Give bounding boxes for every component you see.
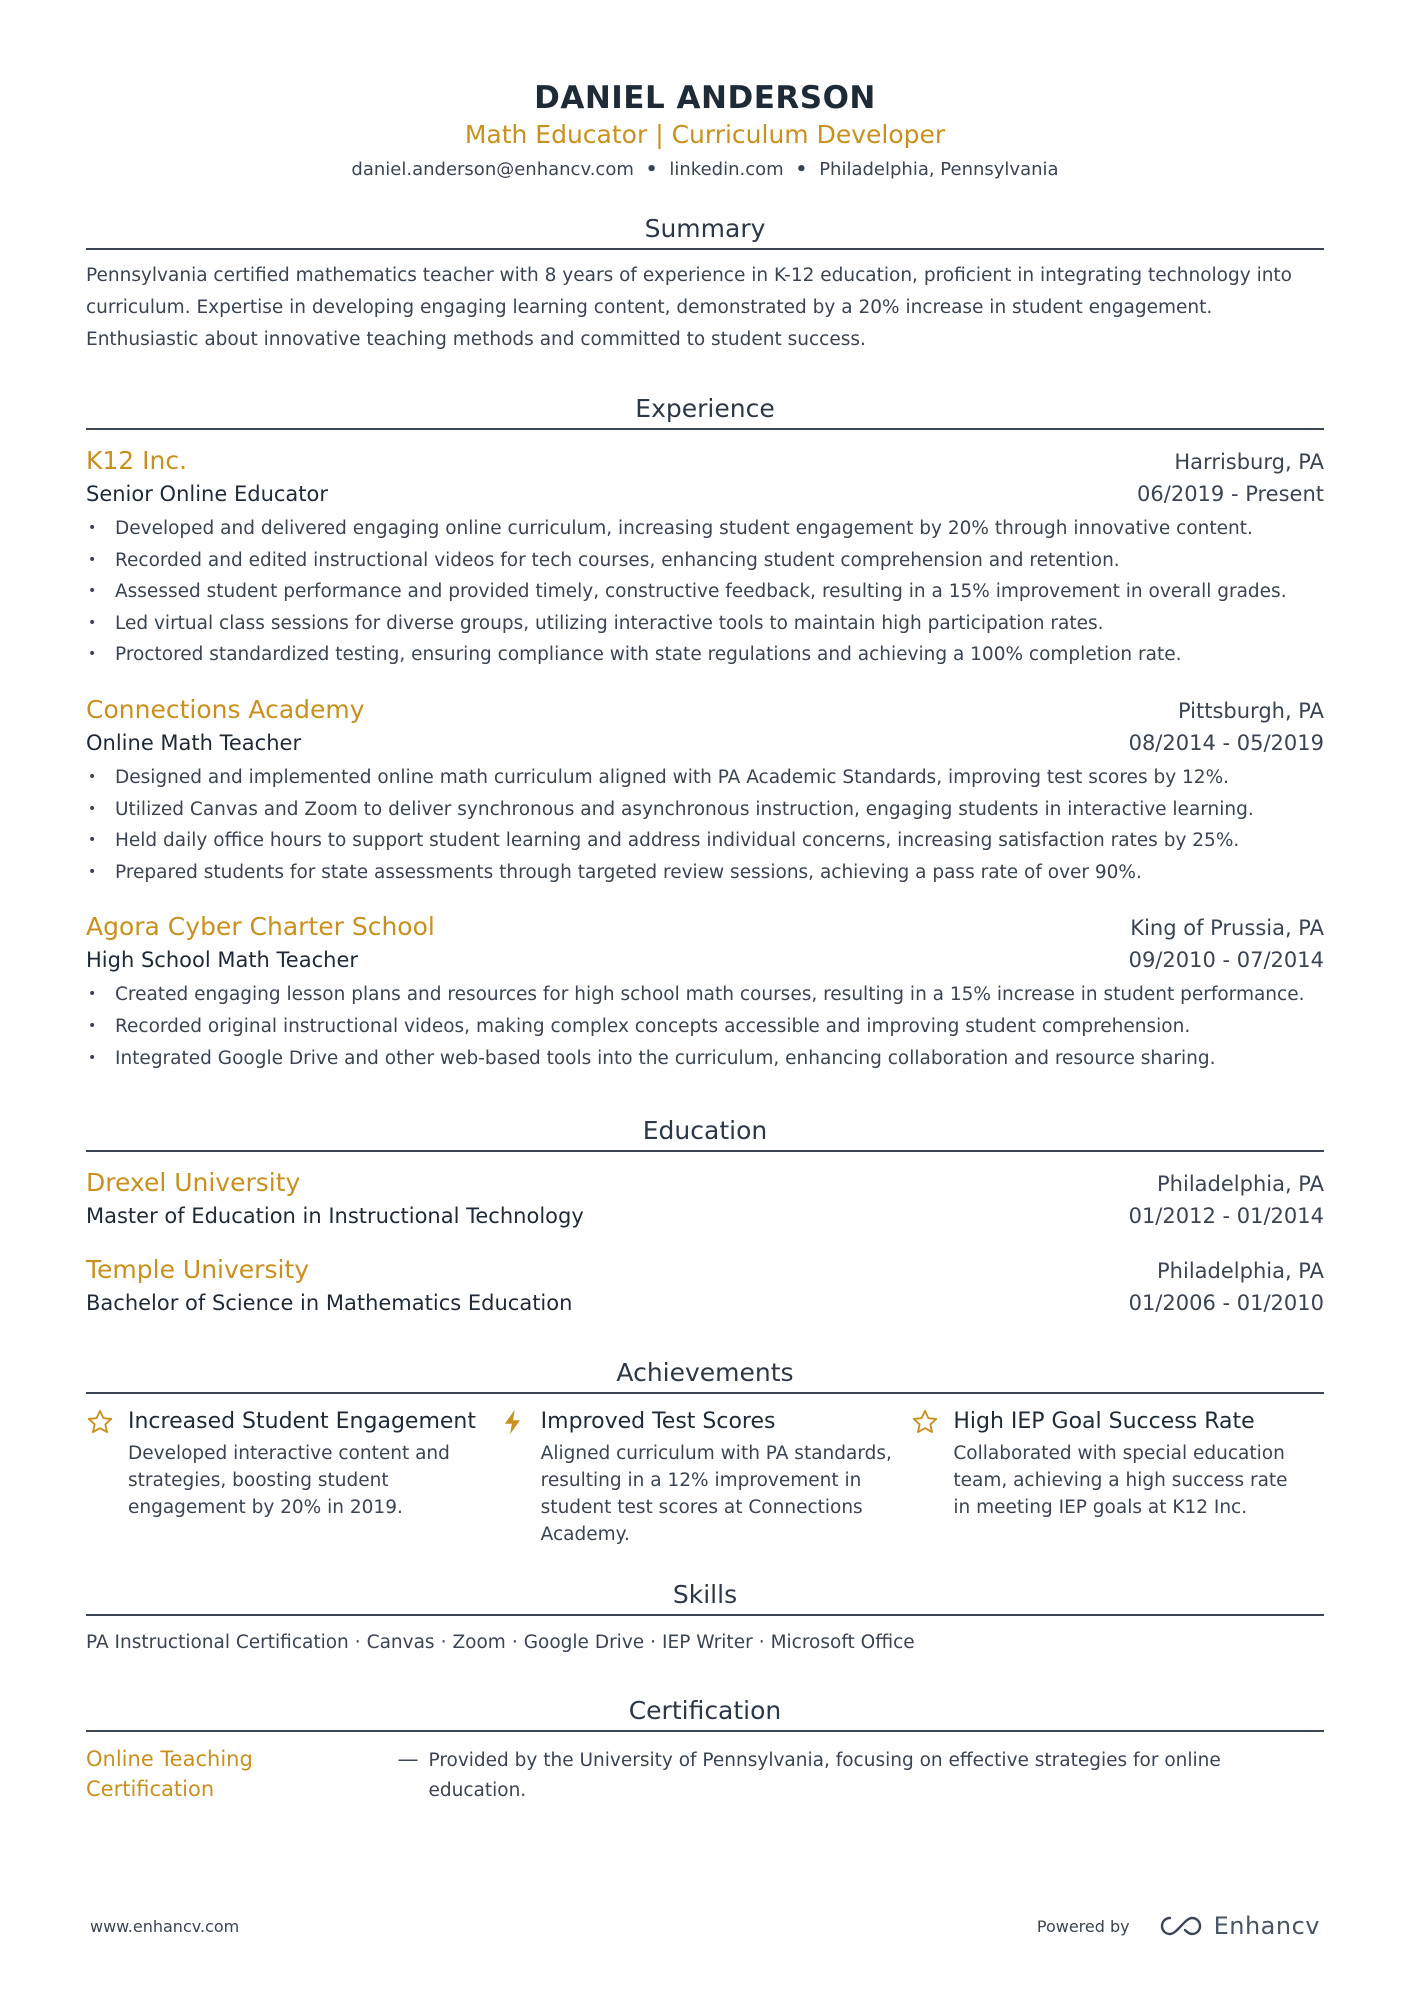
contact-separator: • <box>645 159 658 180</box>
job-location: King of Prussia, PA <box>1130 916 1324 941</box>
lightning-icon <box>499 1406 541 1548</box>
certification-dash: — <box>397 1747 419 1772</box>
certification-name: Online Teaching Certification <box>86 1747 253 1802</box>
employer-name: Agora Cyber Charter School <box>86 912 435 942</box>
contact-email[interactable]: daniel.anderson@enhancv.com <box>351 159 634 180</box>
skill-item: Zoom <box>452 1632 506 1654</box>
job-dates: 06/2019 - Present <box>1137 482 1324 506</box>
skill-separator: · <box>440 1632 447 1654</box>
candidate-headline: Math Educator | Curriculum Developer <box>464 120 946 149</box>
achievement-title: Improved Test Scores <box>540 1409 776 1435</box>
education-entry <box>86 1166 1324 1231</box>
achievement-item <box>911 1406 1324 1548</box>
achievements-grid <box>86 1406 1324 1548</box>
bullet-item: • Assessed student performance and provided timely, constructive feedback, resulting in a 15% improvement in overall grades. <box>86 576 1324 608</box>
job-dates: 09/2010 - 07/2014 <box>1128 948 1324 973</box>
contact-line <box>86 158 1324 182</box>
infinity-logo-icon <box>1158 1914 1204 1938</box>
experience-section <box>86 392 1324 1074</box>
experience-entry <box>86 444 1324 671</box>
bullet-item: • Recorded and edited instructional videos for tech courses, enhancing student comprehension and retention. <box>86 545 1324 577</box>
contact-location: Philadelphia, Pennsylvania <box>819 159 1059 180</box>
school-name: Drexel University <box>86 1168 301 1198</box>
bullet-item: • Utilized Canvas and Zoom to deliver synchronous and asynchronous instruction, engaging students in interactive learning. <box>86 794 1324 826</box>
education-section <box>86 1114 1324 1318</box>
star-icon <box>86 1406 128 1548</box>
skill-item: Google Drive <box>523 1632 645 1654</box>
skills-section <box>86 1578 1324 1658</box>
achievement-title: Increased Student Engagement <box>128 1409 476 1435</box>
achievements-section <box>86 1356 1324 1548</box>
bullet-item: • Recorded original instructional videos, making complex concepts accessible and improving student comprehension. <box>86 1011 1324 1043</box>
skill-separator: · <box>511 1632 518 1654</box>
skill-item: PA Instructional Certification <box>86 1632 349 1654</box>
education-entry <box>86 1253 1324 1318</box>
employer-name: Connections Academy <box>86 694 365 724</box>
school-name: Temple University <box>86 1255 310 1285</box>
certification-description: Provided by the University of Pennsylvania, focusing on effective strategies for online education. <box>428 1750 1221 1802</box>
powered-by-label: Powered by <box>1036 1916 1130 1936</box>
achievement-item <box>86 1406 499 1548</box>
summary-section <box>86 212 1324 356</box>
degree-title: Bachelor of Science in Mathematics Education <box>86 1291 573 1316</box>
school-location: Philadelphia, PA <box>1157 1172 1324 1197</box>
achievement-description: Collaborated with special education team, achieving a high success rate in meeting IEP goals at K12 Inc. <box>953 1443 1288 1519</box>
job-dates: 08/2014 - 05/2019 <box>1128 730 1324 755</box>
job-bullets <box>86 979 1324 1074</box>
resume-header <box>86 0 1324 182</box>
footer-website-link[interactable]: www.enhancv.com <box>90 1916 240 1936</box>
skill-separator: · <box>650 1632 657 1654</box>
contact-separator: • <box>795 159 808 180</box>
achievement-description: Developed interactive content and strategies, boosting student engagement by 20% in 2019. <box>128 1443 450 1519</box>
page-footer <box>90 1912 1320 1940</box>
section-title-summary: Summary <box>86 212 1324 250</box>
skill-separator: · <box>354 1632 361 1654</box>
skill-item: Canvas <box>366 1632 435 1654</box>
candidate-name: DANIEL ANDERSON <box>534 80 876 116</box>
certification-section <box>86 1694 1324 1806</box>
certification-entry <box>86 1744 1324 1806</box>
section-title-skills: Skills <box>86 1578 1324 1616</box>
contact-linkedin[interactable]: linkedin.com <box>669 159 784 180</box>
achievement-item <box>499 1406 912 1548</box>
employer-name: K12 Inc. <box>86 446 188 475</box>
achievement-description: Aligned curriculum with PA standards, resulting in a 12% improvement in student test scores at Connections Academy. <box>540 1443 892 1546</box>
enhancv-brand-name: Enhancv <box>1213 1912 1320 1940</box>
bullet-item: • Held daily office hours to support student learning and address individual concerns, increasing satisfaction rates by 25%. <box>86 825 1324 857</box>
job-location: Harrisburg, PA <box>1174 450 1324 474</box>
summary-text: Pennsylvania certified mathematics teacher with 8 years of experience in K-12 education, proficient in integrating technology into curriculum. Expertise in developing engaging learning content, demonstrated by a 20% increase in student engagement. Enthusiastic about innovative teaching methods and committed to student success. <box>86 265 1293 350</box>
footer-branding <box>1037 1912 1320 1940</box>
section-title-achievements: Achievements <box>86 1356 1324 1394</box>
bullet-item: • Designed and implemented online math curriculum aligned with PA Academic Standards, improving test scores by 12%. <box>86 762 1324 794</box>
bullet-item: • Prepared students for state assessments through targeted review sessions, achieving a pass rate of over 90%. <box>86 857 1324 889</box>
degree-title: Master of Education in Instructional Technology <box>86 1204 584 1229</box>
job-title: Online Math Teacher <box>86 730 302 755</box>
bullet-item: • Integrated Google Drive and other web-based tools into the curriculum, enhancing collaboration and resource sharing. <box>86 1043 1324 1075</box>
bullet-item: • Proctored standardized testing, ensuring compliance with state regulations and achieving a 100% completion rate. <box>86 639 1324 671</box>
bullet-item: • Created engaging lesson plans and resources for high school math courses, resulting in a 15% increase in student performance. <box>86 979 1324 1011</box>
skill-item: Microsoft Office <box>770 1632 915 1654</box>
star-icon <box>911 1406 953 1548</box>
school-location: Philadelphia, PA <box>1157 1259 1324 1284</box>
bullet-item: • Developed and delivered engaging online curriculum, increasing student engagement by 20% through innovative content. <box>86 513 1324 545</box>
bullet-item: • Led virtual class sessions for diverse groups, utilizing interactive tools to maintain high participation rates. <box>86 608 1324 640</box>
degree-dates: 01/2012 - 01/2014 <box>1128 1204 1324 1229</box>
job-location: Pittsburgh, PA <box>1177 698 1324 723</box>
section-title-certification: Certification <box>86 1694 1324 1732</box>
section-title-education: Education <box>86 1114 1324 1152</box>
job-title: Senior Online Educator <box>86 482 329 506</box>
achievement-title: High IEP Goal Success Rate <box>953 1409 1255 1435</box>
job-bullets <box>86 762 1324 888</box>
skill-item: IEP Writer <box>662 1632 753 1654</box>
degree-dates: 01/2006 - 01/2010 <box>1128 1291 1324 1316</box>
experience-entry <box>86 910 1324 1074</box>
section-title-experience: Experience <box>86 392 1324 430</box>
enhancv-logo[interactable] <box>1158 1912 1320 1940</box>
experience-entry <box>86 693 1324 888</box>
skills-list <box>86 1628 1324 1658</box>
job-title: High School Math Teacher <box>86 948 358 973</box>
job-bullets <box>86 513 1324 671</box>
skill-separator: · <box>758 1632 765 1654</box>
